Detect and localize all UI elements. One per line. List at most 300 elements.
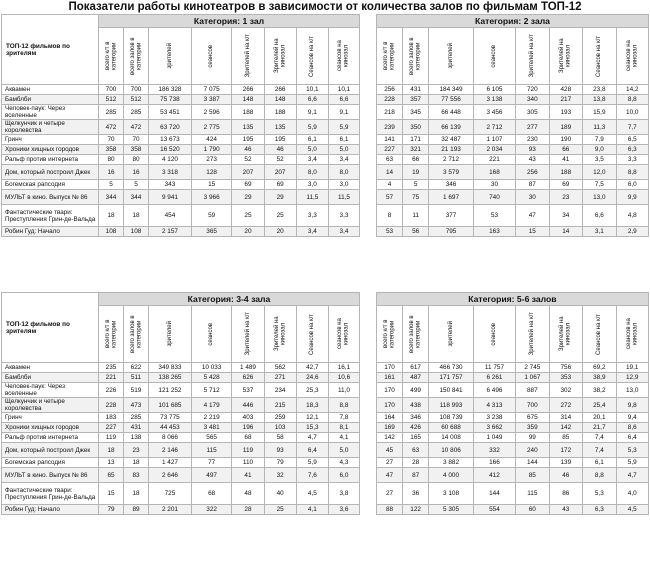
table-cell: 3 238 bbox=[473, 413, 515, 423]
table-cell: 6,3 bbox=[616, 145, 648, 155]
table-cell: 259 bbox=[264, 413, 296, 423]
table-cell: 118 993 bbox=[429, 398, 474, 413]
table-row bbox=[2, 135, 360, 145]
table-cell: 8,0 bbox=[296, 165, 328, 180]
table-cell: 121 252 bbox=[149, 383, 192, 398]
table-cell: 13,0 bbox=[583, 190, 617, 205]
table-cell: 221 bbox=[99, 373, 124, 383]
table-cell: 424 bbox=[191, 135, 232, 145]
table-cell: 2 034 bbox=[473, 145, 515, 155]
column-header bbox=[191, 28, 232, 85]
table-cell: 6,1 bbox=[328, 135, 359, 145]
table-cell: 321 bbox=[403, 145, 429, 155]
column-header bbox=[296, 28, 328, 85]
table-cell: 171 757 bbox=[429, 373, 474, 383]
table-cell: 60 bbox=[516, 505, 550, 515]
table-cell: 47 bbox=[377, 468, 403, 483]
table-row bbox=[377, 363, 649, 373]
table-cell: 1 790 bbox=[191, 145, 232, 155]
film-name: Робин Гуд: Начало bbox=[2, 227, 99, 237]
table-cell: 565 bbox=[191, 433, 232, 443]
column-header-label: сеансов bbox=[208, 322, 215, 346]
table-cell: 3,0 bbox=[328, 180, 359, 190]
table-cell: 80 bbox=[99, 155, 124, 165]
table-row bbox=[377, 105, 649, 120]
table-cell: 499 bbox=[403, 383, 429, 398]
table-cell: 18 bbox=[124, 205, 149, 227]
table-row bbox=[2, 120, 360, 135]
table-cell: 3,3 bbox=[616, 155, 648, 165]
table-cell: 4 179 bbox=[191, 398, 232, 413]
table-cell: 358 bbox=[99, 145, 124, 155]
table-cell: 343 bbox=[149, 180, 192, 190]
table-cell: 108 bbox=[124, 227, 149, 237]
table-cell: 25 bbox=[264, 505, 296, 515]
table-row bbox=[377, 413, 649, 423]
table-cell: 57 bbox=[377, 190, 403, 205]
table-row bbox=[2, 505, 360, 515]
table-cell: 169 bbox=[377, 423, 403, 433]
table-cell: 87 bbox=[403, 468, 429, 483]
table-cell: 15 bbox=[99, 483, 124, 505]
table-cell: 217 bbox=[549, 95, 583, 105]
table-cell: 44 453 bbox=[149, 423, 192, 433]
table-row bbox=[377, 227, 649, 237]
table-cell: 8,8 bbox=[328, 398, 359, 413]
stats-table-category-1 bbox=[1, 14, 360, 237]
table-cell: 10 806 bbox=[429, 443, 474, 458]
table-cell: 58 bbox=[264, 433, 296, 443]
table-cell: 12,0 bbox=[583, 165, 617, 180]
table-cell: 3 387 bbox=[191, 95, 232, 105]
table-cell: 537 bbox=[232, 383, 264, 398]
table-cell: 34 bbox=[549, 205, 583, 227]
table-cell: 302 bbox=[549, 383, 583, 398]
table-cell: 740 bbox=[473, 190, 515, 205]
table-cell: 700 bbox=[516, 398, 550, 413]
film-column-header: ТОП-12 фильмов по зрителям bbox=[2, 293, 99, 363]
table-cell: 196 bbox=[232, 423, 264, 433]
table-row bbox=[377, 423, 649, 433]
table-row bbox=[2, 423, 360, 433]
table-cell: 725 bbox=[149, 483, 192, 505]
table-cell: 6,0 bbox=[616, 180, 648, 190]
table-cell: 720 bbox=[516, 85, 550, 95]
table-cell: 45 bbox=[377, 443, 403, 458]
table-cell: 11 bbox=[403, 205, 429, 227]
table-row bbox=[2, 443, 360, 458]
table-row bbox=[2, 145, 360, 155]
table-cell: 23,8 bbox=[583, 85, 617, 95]
table-cell: 3,8 bbox=[328, 483, 359, 505]
table-cell: 353 bbox=[549, 373, 583, 383]
column-header bbox=[328, 306, 359, 363]
table-cell: 344 bbox=[124, 190, 149, 205]
table-cell: 487 bbox=[403, 373, 429, 383]
table-cell: 6 261 bbox=[473, 373, 515, 383]
table-cell: 10 033 bbox=[191, 363, 232, 373]
table-cell: 1 427 bbox=[149, 458, 192, 468]
table-cell: 9,0 bbox=[583, 145, 617, 155]
table-cell: 3 108 bbox=[429, 483, 474, 505]
table-cell: 66 139 bbox=[429, 120, 474, 135]
table-cell: 10,1 bbox=[296, 85, 328, 95]
table-cell: 189 bbox=[549, 120, 583, 135]
table-cell: 617 bbox=[403, 363, 429, 373]
table-cell: 340 bbox=[516, 95, 550, 105]
table-cell: 75 738 bbox=[149, 95, 192, 105]
table-row bbox=[2, 190, 360, 205]
table-cell: 2 745 bbox=[516, 363, 550, 373]
table-cell: 2,9 bbox=[616, 227, 648, 237]
table-cell: 11,3 bbox=[583, 120, 617, 135]
table-cell: 2 219 bbox=[191, 413, 232, 423]
table-cell: 168 bbox=[473, 165, 515, 180]
table-cell: 2 157 bbox=[149, 227, 192, 237]
table-cell: 83 bbox=[124, 468, 149, 483]
table-cell: 5,9 bbox=[616, 458, 648, 468]
table-cell: 13,0 bbox=[616, 383, 648, 398]
table-row bbox=[377, 190, 649, 205]
table-cell: 79 bbox=[264, 458, 296, 468]
table-cell: 139 bbox=[549, 458, 583, 468]
film-name: МУЛЬТ в кино. Выпуск № 86 bbox=[2, 190, 99, 205]
table-cell: 554 bbox=[473, 505, 515, 515]
table-cell: 2 146 bbox=[149, 443, 192, 458]
column-header-label: Зрителей на кинозал bbox=[559, 316, 572, 352]
column-header-label: всего к/т в категории bbox=[104, 41, 117, 71]
table-cell: 23 bbox=[124, 443, 149, 458]
table-row bbox=[377, 458, 649, 468]
table-cell: 256 bbox=[377, 85, 403, 95]
table-cell: 66 bbox=[549, 145, 583, 155]
table-row bbox=[2, 363, 360, 373]
column-header bbox=[124, 28, 149, 85]
table-cell: 13,8 bbox=[583, 95, 617, 105]
table-cell: 700 bbox=[99, 85, 124, 95]
table-cell: 1 067 bbox=[516, 373, 550, 383]
stats-table-category-3 bbox=[1, 292, 360, 515]
table-row bbox=[2, 85, 360, 95]
table-row bbox=[2, 483, 360, 505]
column-header bbox=[516, 306, 550, 363]
table-cell: 13 673 bbox=[149, 135, 192, 145]
table-cell: 15 bbox=[191, 180, 232, 190]
column-header bbox=[191, 306, 232, 363]
table-cell: 1 697 bbox=[429, 190, 474, 205]
table-cell: 271 bbox=[264, 373, 296, 383]
table-cell: 88 bbox=[377, 505, 403, 515]
table-row bbox=[2, 180, 360, 190]
table-row bbox=[2, 95, 360, 105]
table-cell: 221 bbox=[473, 155, 515, 165]
column-header-label: зрителей bbox=[447, 321, 454, 347]
table-cell: 7,5 bbox=[583, 180, 617, 190]
column-header bbox=[232, 28, 264, 85]
table-row bbox=[377, 398, 649, 413]
table-cell: 11 757 bbox=[473, 363, 515, 373]
table-cell: 1 049 bbox=[473, 433, 515, 443]
table-cell: 184 349 bbox=[429, 85, 474, 95]
table-cell: 66 bbox=[403, 155, 429, 165]
table-row bbox=[2, 227, 360, 237]
table-cell: 3,4 bbox=[296, 155, 328, 165]
table-cell: 357 bbox=[403, 95, 429, 105]
column-header-label: Сеансов на к/т bbox=[309, 35, 316, 77]
table-cell: 68 bbox=[232, 433, 264, 443]
film-name: Щелкунчик и четыре королевства bbox=[2, 398, 99, 413]
column-header-label: всего залов в категории bbox=[409, 37, 422, 75]
table-row bbox=[377, 373, 649, 383]
table-cell: 86 bbox=[549, 483, 583, 505]
film-name: Аквамен bbox=[2, 85, 99, 95]
table-cell: 32 bbox=[264, 468, 296, 483]
table-cell: 7,9 bbox=[583, 135, 617, 145]
column-header-label: сеансов bbox=[491, 44, 498, 68]
table-cell: 4 313 bbox=[473, 398, 515, 413]
table-row bbox=[2, 413, 360, 423]
table-cell: 454 bbox=[149, 205, 192, 227]
table-cell: 43 bbox=[516, 155, 550, 165]
table-cell: 4,7 bbox=[296, 433, 328, 443]
column-header-label: Зрителей на к/т bbox=[529, 34, 536, 78]
column-header bbox=[99, 306, 124, 363]
table-cell: 887 bbox=[516, 383, 550, 398]
film-name: Дом, который построил Джек bbox=[2, 165, 99, 180]
table-cell: 5,0 bbox=[296, 145, 328, 155]
table-cell: 2 201 bbox=[149, 505, 192, 515]
table-cell: 3 456 bbox=[473, 105, 515, 120]
table-cell: 18 bbox=[99, 443, 124, 458]
table-cell: 142 bbox=[549, 423, 583, 433]
table-row bbox=[377, 505, 649, 515]
table-cell: 2 712 bbox=[429, 155, 474, 165]
column-header bbox=[473, 28, 515, 85]
table-cell: 3,3 bbox=[328, 205, 359, 227]
table-cell: 2 712 bbox=[473, 120, 515, 135]
table-cell: 626 bbox=[232, 373, 264, 383]
table-cell: 228 bbox=[99, 398, 124, 413]
film-name: Дом, который построил Джек bbox=[2, 443, 99, 458]
table-cell: 285 bbox=[124, 413, 149, 423]
table-cell: 11,0 bbox=[328, 383, 359, 398]
category-title: Категория: 2 зала bbox=[377, 15, 649, 28]
table-cell: 346 bbox=[403, 413, 429, 423]
column-header-label: сеансов bbox=[208, 44, 215, 68]
table-cell: 6,3 bbox=[583, 505, 617, 515]
table-cell: 6,4 bbox=[616, 433, 648, 443]
table-cell: 79 bbox=[99, 505, 124, 515]
table-cell: 135 bbox=[232, 120, 264, 135]
table-cell: 65 bbox=[99, 468, 124, 483]
table-cell: 412 bbox=[473, 468, 515, 483]
table-cell: 3 882 bbox=[429, 458, 474, 468]
table-cell: 3 138 bbox=[473, 95, 515, 105]
table-cell: 85 bbox=[549, 433, 583, 443]
table-cell: 15,9 bbox=[583, 105, 617, 120]
table-cell: 115 bbox=[191, 443, 232, 458]
table-cell: 16 bbox=[99, 165, 124, 180]
table-cell: 38,2 bbox=[583, 383, 617, 398]
stats-table-category-2 bbox=[376, 14, 649, 237]
table-cell: 16 bbox=[124, 165, 149, 180]
table-cell: 69,2 bbox=[583, 363, 617, 373]
table-cell: 6,1 bbox=[296, 135, 328, 145]
table-cell: 5 305 bbox=[429, 505, 474, 515]
table-cell: 144 bbox=[516, 458, 550, 468]
table-row bbox=[377, 433, 649, 443]
table-cell: 266 bbox=[264, 85, 296, 95]
table-row bbox=[377, 443, 649, 458]
column-header bbox=[232, 306, 264, 363]
table-cell: 7,4 bbox=[583, 433, 617, 443]
table-cell: 8,0 bbox=[328, 165, 359, 180]
table-cell: 4,0 bbox=[616, 483, 648, 505]
table-cell: 228 bbox=[377, 95, 403, 105]
table-row bbox=[2, 398, 360, 413]
table-cell: 377 bbox=[429, 205, 474, 227]
table-cell: 142 bbox=[377, 433, 403, 443]
table-cell: 69 bbox=[264, 180, 296, 190]
table-cell: 135 bbox=[264, 120, 296, 135]
table-cell: 150 841 bbox=[429, 383, 474, 398]
table-cell: 188 bbox=[549, 165, 583, 180]
table-cell: 20 bbox=[264, 227, 296, 237]
table-cell: 8,8 bbox=[583, 468, 617, 483]
table-cell: 215 bbox=[264, 398, 296, 413]
table-cell: 9,1 bbox=[296, 105, 328, 120]
table-cell: 207 bbox=[264, 165, 296, 180]
table-cell: 85 bbox=[516, 468, 550, 483]
table-row bbox=[377, 180, 649, 190]
table-cell: 18,3 bbox=[296, 398, 328, 413]
table-cell: 25 bbox=[232, 205, 264, 227]
table-cell: 4,5 bbox=[296, 483, 328, 505]
table-cell: 9 941 bbox=[149, 190, 192, 205]
table-cell: 403 bbox=[232, 413, 264, 423]
film-name: Человек-паук: Через вселенные bbox=[2, 105, 99, 120]
table-cell: 122 bbox=[403, 505, 429, 515]
table-cell: 12,9 bbox=[616, 373, 648, 383]
table-cell: 52 bbox=[232, 155, 264, 165]
table-cell: 60 688 bbox=[429, 423, 474, 433]
table-cell: 119 bbox=[232, 443, 264, 458]
category-title: Категория: 5-6 залов bbox=[377, 293, 649, 306]
table-cell: 10,6 bbox=[328, 373, 359, 383]
table-cell: 190 bbox=[549, 135, 583, 145]
column-header-label: зрителей bbox=[166, 321, 173, 347]
film-name: МУЛЬТ в кино. Выпуск № 86 bbox=[2, 468, 99, 483]
table-cell: 235 bbox=[99, 363, 124, 373]
table-cell: 3 481 bbox=[191, 423, 232, 433]
column-header bbox=[377, 28, 403, 85]
column-header-label: всего к/т в категории bbox=[104, 319, 117, 349]
table-cell: 2 775 bbox=[191, 120, 232, 135]
film-name: Фантастические твари: Преступления Грин-де-Вальда bbox=[2, 205, 99, 227]
table-cell: 30 bbox=[473, 180, 515, 190]
table-cell: 227 bbox=[99, 423, 124, 433]
table-cell: 101 685 bbox=[149, 398, 192, 413]
table-cell: 346 bbox=[429, 180, 474, 190]
table-cell: 700 bbox=[124, 85, 149, 95]
table-row bbox=[2, 458, 360, 468]
column-header-label: сеансов на кинозал bbox=[625, 318, 639, 350]
table-cell: 163 bbox=[473, 227, 515, 237]
table-cell: 207 bbox=[232, 165, 264, 180]
film-name: Хроники хищных городов bbox=[2, 423, 99, 433]
table-cell: 63 bbox=[403, 443, 429, 458]
table-cell: 322 bbox=[191, 505, 232, 515]
table-cell: 99 bbox=[516, 433, 550, 443]
table-cell: 46 bbox=[232, 145, 264, 155]
table-cell: 511 bbox=[124, 373, 149, 383]
table-cell: 5,9 bbox=[328, 120, 359, 135]
table-row bbox=[2, 468, 360, 483]
table-cell: 18 bbox=[124, 483, 149, 505]
film-name: Ральф против интернета bbox=[2, 155, 99, 165]
table-cell: 277 bbox=[516, 120, 550, 135]
column-header bbox=[473, 306, 515, 363]
table-row bbox=[2, 155, 360, 165]
table-cell: 9,1 bbox=[328, 105, 359, 120]
table-cell: 5 712 bbox=[191, 383, 232, 398]
table-cell: 497 bbox=[191, 468, 232, 483]
table-cell: 24,6 bbox=[296, 373, 328, 383]
table-cell: 20,1 bbox=[583, 413, 617, 423]
table-cell: 349 833 bbox=[149, 363, 192, 373]
table-cell: 30 bbox=[516, 190, 550, 205]
table-cell: 5,9 bbox=[296, 458, 328, 468]
table-cell: 27 bbox=[377, 483, 403, 505]
column-header bbox=[616, 28, 648, 85]
table-cell: 27 bbox=[377, 458, 403, 468]
column-header-label: сеансов bbox=[491, 322, 498, 346]
table-cell: 128 bbox=[191, 165, 232, 180]
table-cell: 186 328 bbox=[149, 85, 192, 95]
table-cell: 11,5 bbox=[296, 190, 328, 205]
table-cell: 365 bbox=[191, 227, 232, 237]
column-header-label: сеансов на кинозал bbox=[625, 40, 639, 72]
table-cell: 41 bbox=[549, 155, 583, 165]
table-cell: 53 bbox=[377, 227, 403, 237]
table-cell: 25,4 bbox=[583, 398, 617, 413]
column-header-label: сеансов на кинозал bbox=[337, 318, 350, 350]
table-cell: 675 bbox=[516, 413, 550, 423]
table-cell: 21,7 bbox=[583, 423, 617, 433]
table-cell: 622 bbox=[124, 363, 149, 373]
table-cell: 5,3 bbox=[583, 483, 617, 505]
column-header bbox=[149, 28, 192, 85]
table-cell: 426 bbox=[403, 423, 429, 433]
column-header-label: Зрителей на к/т bbox=[529, 312, 536, 356]
table-cell: 141 bbox=[377, 135, 403, 145]
table-row bbox=[2, 373, 360, 383]
film-name: Бамблби bbox=[2, 95, 99, 105]
table-cell: 28 bbox=[403, 458, 429, 468]
table-cell: 13 bbox=[99, 458, 124, 468]
table-cell: 164 bbox=[377, 413, 403, 423]
table-cell: 63 bbox=[377, 155, 403, 165]
table-row bbox=[2, 105, 360, 120]
column-header-label: зрителей bbox=[447, 43, 454, 69]
column-header bbox=[549, 28, 583, 85]
table-cell: 42,7 bbox=[296, 363, 328, 373]
table-cell: 6 105 bbox=[473, 85, 515, 95]
column-header bbox=[124, 306, 149, 363]
table-cell: 350 bbox=[403, 120, 429, 135]
table-cell: 10,1 bbox=[328, 85, 359, 95]
table-cell: 5,0 bbox=[328, 443, 359, 458]
